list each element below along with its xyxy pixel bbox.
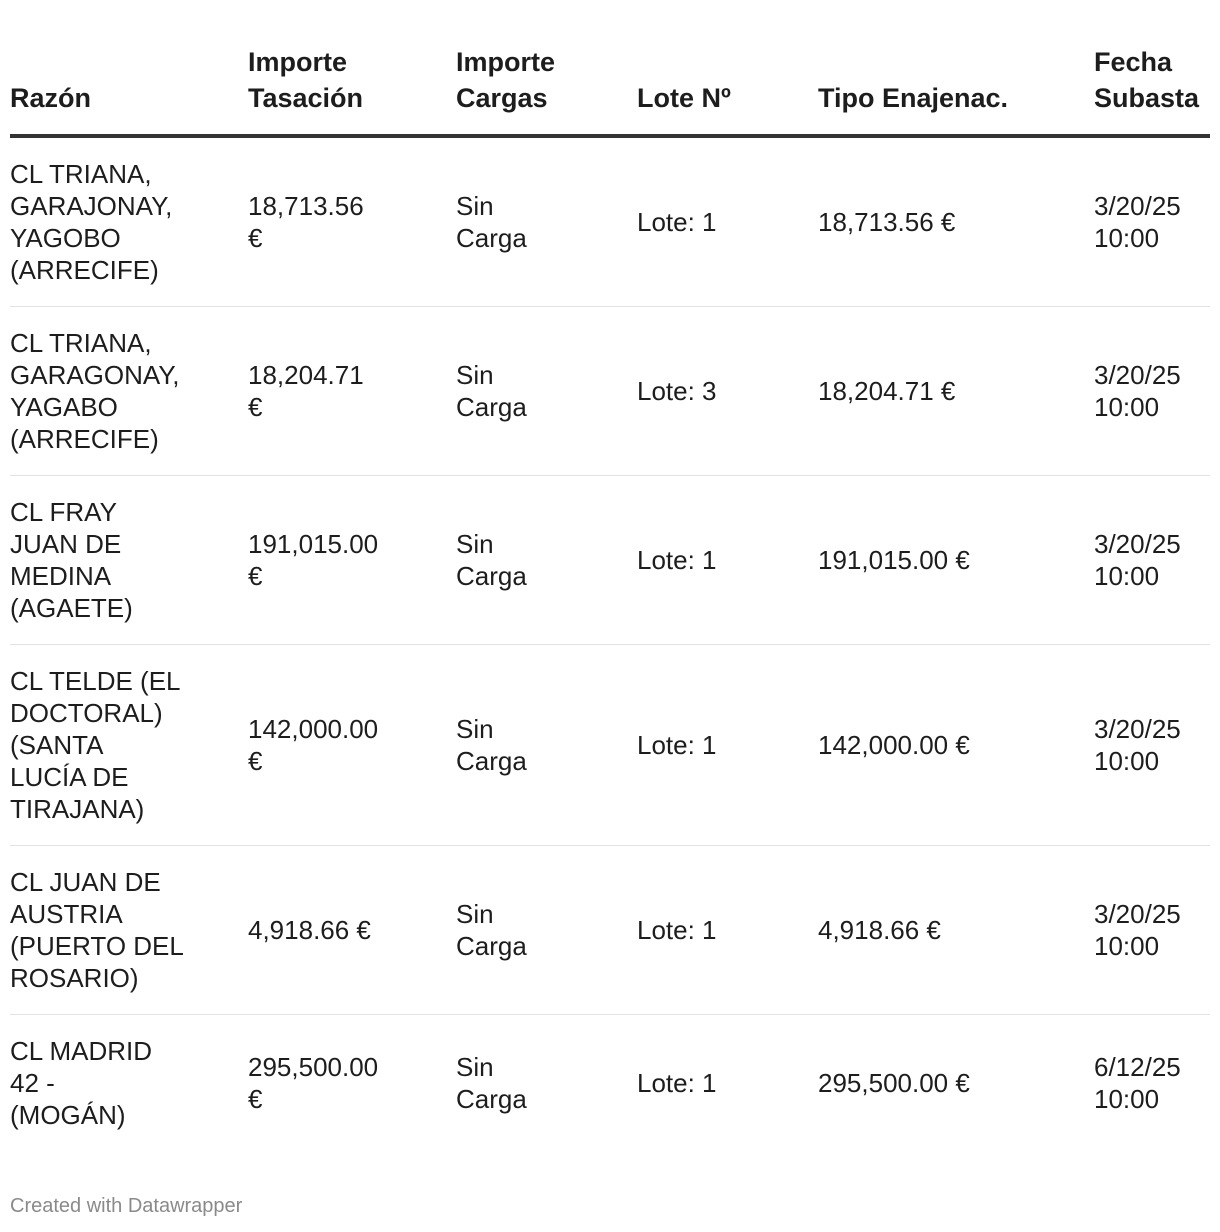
cell-text-line: Carga — [456, 561, 527, 591]
cell-razon — [10, 1015, 248, 1152]
cell-text-line: CL FRAY — [10, 497, 117, 527]
cell-razon — [10, 136, 248, 307]
header-importe-cargas[interactable] — [456, 40, 637, 136]
cell-fecha-subasta — [1094, 1015, 1210, 1152]
cell-text-line: Sin — [456, 191, 494, 221]
cell-importe-cargas — [456, 476, 637, 645]
cell-importe-tasacion — [248, 846, 456, 1015]
cell-text-line: Lote: 1 — [637, 545, 717, 575]
cell-tipo-enajenac — [818, 307, 1094, 476]
table-row — [10, 476, 1210, 645]
cell-text-line: ROSARIO) — [10, 963, 139, 993]
cell-text-line: 191,015.00 — [248, 529, 379, 559]
header-lote[interactable] — [637, 40, 818, 136]
cell-text-line: 10:00 — [1094, 746, 1160, 776]
cell-lote — [637, 476, 818, 645]
data-table-container — [10, 40, 1210, 1151]
cell-text-line: € — [248, 392, 263, 422]
cell-importe-tasacion — [248, 136, 456, 307]
cell-importe-cargas — [456, 645, 637, 846]
header-razon[interactable] — [10, 40, 248, 136]
cell-tipo-enajenac — [818, 1015, 1094, 1152]
cell-importe-tasacion — [248, 307, 456, 476]
cell-razon — [10, 846, 248, 1015]
cell-text-line: Sin — [456, 360, 494, 390]
cell-text-line: 18,204.71 € — [818, 376, 956, 406]
cell-text-line: 10:00 — [1094, 392, 1160, 422]
cell-razon — [10, 307, 248, 476]
cell-text-line: Carga — [456, 746, 527, 776]
cell-text-line: CL TRIANA, — [10, 159, 152, 189]
cell-lote — [637, 136, 818, 307]
cell-text-line: Lote: 1 — [637, 730, 717, 760]
cell-text-line: Lote: 1 — [637, 915, 717, 945]
cell-text-line: DOCTORAL) — [10, 698, 163, 728]
cell-importe-cargas — [456, 307, 637, 476]
cell-text-line: 295,500.00 — [248, 1052, 379, 1082]
cell-lote — [637, 846, 818, 1015]
header-label-line: Importe — [456, 47, 556, 77]
cell-text-line: 3/20/25 — [1094, 360, 1181, 390]
header-label-line: Cargas — [456, 83, 548, 113]
cell-fecha-subasta — [1094, 307, 1210, 476]
cell-text-line: Sin — [456, 714, 494, 744]
header-tipo-enajenac[interactable] — [818, 40, 1094, 136]
cell-text-line: (PUERTO DEL — [10, 931, 184, 961]
cell-text-line: € — [248, 746, 263, 776]
cell-razon — [10, 645, 248, 846]
cell-text-line: 3/20/25 — [1094, 899, 1181, 929]
table-body — [10, 136, 1210, 1151]
cell-text-line: (SANTA — [10, 730, 104, 760]
cell-lote — [637, 1015, 818, 1152]
cell-fecha-subasta — [1094, 476, 1210, 645]
datawrapper-credit[interactable]: Created with Datawrapper — [10, 1195, 243, 1217]
cell-fecha-subasta — [1094, 846, 1210, 1015]
cell-text-line: Carga — [456, 223, 527, 253]
cell-text-line: 10:00 — [1094, 931, 1160, 961]
cell-tipo-enajenac — [818, 645, 1094, 846]
cell-text-line: 4,918.66 € — [248, 915, 371, 945]
cell-text-line: Lote: 1 — [637, 1068, 717, 1098]
cell-text-line: € — [248, 223, 263, 253]
cell-text-line: (ARRECIFE) — [10, 255, 159, 285]
cell-text-line: 3/20/25 — [1094, 529, 1181, 559]
cell-text-line: Sin — [456, 899, 494, 929]
cell-text-line: 10:00 — [1094, 561, 1160, 591]
cell-text-line: MEDINA — [10, 561, 112, 591]
cell-tipo-enajenac — [818, 476, 1094, 645]
cell-text-line: CL JUAN DE — [10, 867, 161, 897]
cell-text-line: Carga — [456, 1084, 527, 1114]
cell-text-line: 3/20/25 — [1094, 191, 1181, 221]
cell-text-line: 18,713.56 — [248, 191, 364, 221]
header-label-line: Subasta — [1094, 83, 1200, 113]
cell-text-line: Lote: 3 — [637, 376, 717, 406]
cell-importe-tasacion — [248, 1015, 456, 1152]
header-label-line: Tasación — [248, 83, 364, 113]
cell-text-line: LUCÍA DE — [10, 762, 129, 792]
header-fecha-subasta[interactable] — [1094, 40, 1210, 136]
cell-lote — [637, 645, 818, 846]
cell-text-line: 18,204.71 — [248, 360, 364, 390]
table-row — [10, 307, 1210, 476]
cell-text-line: € — [248, 561, 263, 591]
header-label-line: Importe — [248, 47, 348, 77]
cell-importe-cargas — [456, 136, 637, 307]
cell-importe-tasacion — [248, 476, 456, 645]
cell-razon — [10, 476, 248, 645]
cell-text-line: € — [248, 1084, 263, 1114]
cell-text-line: 142,000.00 € — [818, 730, 970, 760]
cell-text-line: CL TELDE (EL — [10, 666, 181, 696]
cell-text-line: Lote: 1 — [637, 207, 717, 237]
header-importe-tasacion[interactable] — [248, 40, 456, 136]
cell-text-line: (AGAETE) — [10, 593, 133, 623]
header-label-line: Tipo Enajenac. — [818, 83, 1009, 113]
cell-text-line: 10:00 — [1094, 1084, 1160, 1114]
cell-text-line: 191,015.00 € — [818, 545, 970, 575]
cell-text-line: JUAN DE — [10, 529, 122, 559]
header-row — [10, 40, 1210, 136]
cell-text-line: 142,000.00 — [248, 714, 379, 744]
header-label-line: Fecha — [1094, 47, 1173, 77]
cell-fecha-subasta — [1094, 645, 1210, 846]
cell-text-line: Carga — [456, 931, 527, 961]
table-row — [10, 846, 1210, 1015]
cell-text-line: (MOGÁN) — [10, 1100, 126, 1130]
cell-tipo-enajenac — [818, 846, 1094, 1015]
cell-text-line: 6/12/25 — [1094, 1052, 1181, 1082]
cell-tipo-enajenac — [818, 136, 1094, 307]
cell-text-line: GARAGONAY, — [10, 360, 180, 390]
cell-text-line: 10:00 — [1094, 223, 1160, 253]
table-row — [10, 136, 1210, 307]
cell-importe-tasacion — [248, 645, 456, 846]
table-row — [10, 1015, 1210, 1152]
cell-text-line: GARAJONAY, — [10, 191, 173, 221]
cell-text-line: CL TRIANA, — [10, 328, 152, 358]
cell-text-line: 4,918.66 € — [818, 915, 941, 945]
cell-text-line: TIRAJANA) — [10, 794, 145, 824]
cell-importe-cargas — [456, 1015, 637, 1152]
cell-text-line: Sin — [456, 1052, 494, 1082]
cell-text-line: 3/20/25 — [1094, 714, 1181, 744]
header-label-line: Razón — [10, 83, 91, 113]
cell-fecha-subasta — [1094, 136, 1210, 307]
cell-text-line: 42 - — [10, 1068, 55, 1098]
cell-text-line: Carga — [456, 392, 527, 422]
cell-text-line: CL MADRID — [10, 1036, 153, 1066]
table-row — [10, 645, 1210, 846]
cell-lote — [637, 307, 818, 476]
cell-text-line: YAGOBO — [10, 223, 121, 253]
cell-text-line: AUSTRIA — [10, 899, 123, 929]
cell-text-line: 18,713.56 € — [818, 207, 956, 237]
header-label-line: Lote Nº — [637, 83, 731, 113]
cell-text-line: YAGABO — [10, 392, 118, 422]
auction-table — [10, 40, 1210, 1151]
table-header — [10, 40, 1210, 136]
cell-importe-cargas — [456, 846, 637, 1015]
cell-text-line: Sin — [456, 529, 494, 559]
cell-text-line: (ARRECIFE) — [10, 424, 159, 454]
cell-text-line: 295,500.00 € — [818, 1068, 970, 1098]
